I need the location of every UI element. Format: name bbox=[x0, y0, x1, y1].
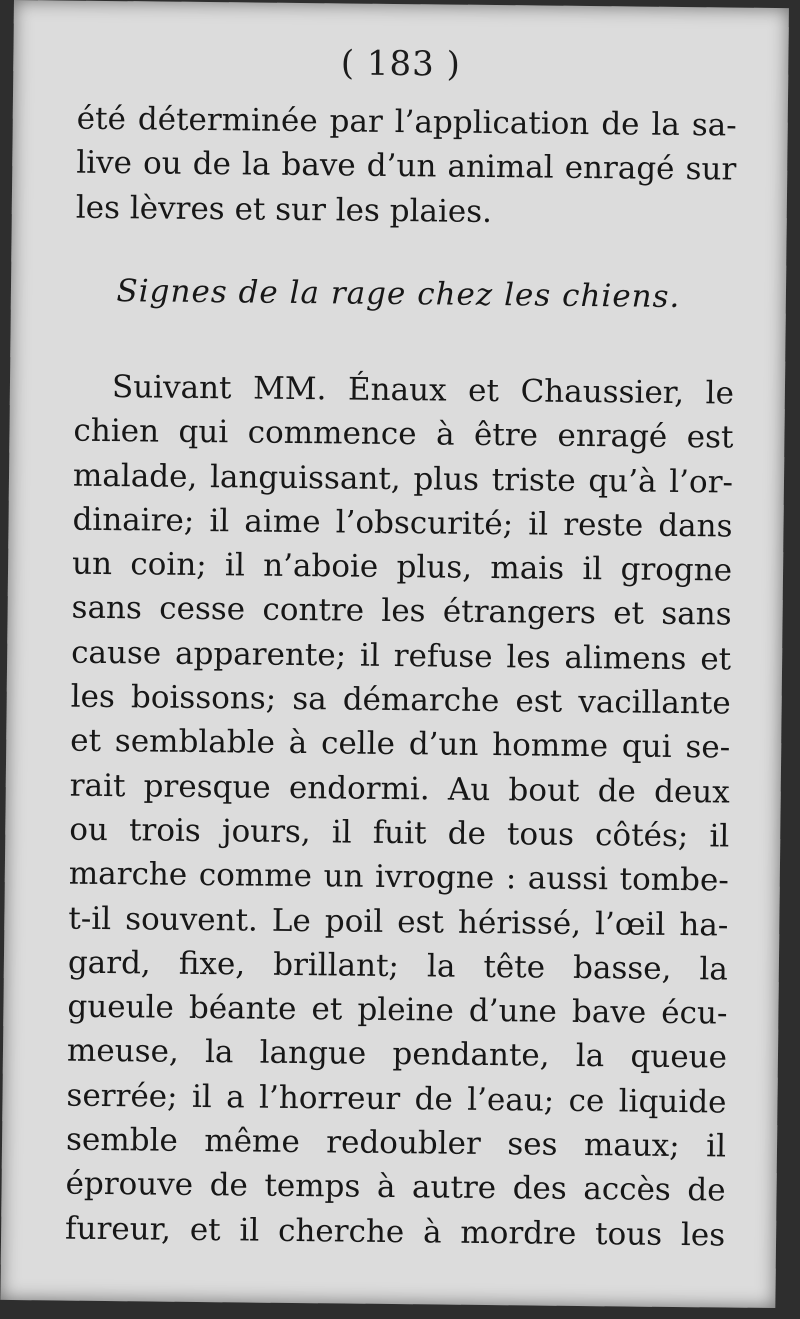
text-line: malade, languissant, plus triste qu’à l’or- bbox=[72, 457, 734, 501]
section-heading: Signes de la rage chez les chiens. bbox=[116, 273, 681, 315]
text-line: serrée; il a l’horreur de l’eau; ce liquide bbox=[66, 1077, 727, 1121]
text-line: Suivant MM. Énaux et Chaussier, le bbox=[111, 369, 735, 412]
text-line: éprouve de temps à autre des accès de bbox=[65, 1165, 726, 1209]
text-line: gard, fixe, brillant; la tête basse, la bbox=[67, 944, 729, 988]
text-line: t-il souvent. Le poil est hérissé, l’œil ha- bbox=[68, 900, 729, 944]
text-line: cause apparente; il refuse les alimens et bbox=[70, 634, 732, 678]
text-line: rait presque endormi. Au bout de deux bbox=[69, 767, 730, 811]
text-line: gueule béante et pleine d’une bave écu- bbox=[67, 988, 728, 1032]
text-line: fureur, et il cherche à mordre tous les bbox=[64, 1210, 726, 1254]
text-line: ou trois jours, il fuit de tous côtés; il bbox=[69, 811, 730, 855]
text-line: dinaire; il aime l’obscurité; il reste dans bbox=[72, 501, 733, 545]
text-line: semble même redoubler ses maux; il bbox=[65, 1121, 727, 1165]
text-line: et semblable à celle d’un homme qui se- bbox=[70, 723, 731, 766]
text-line: sans cesse contre les étrangers et sans bbox=[71, 590, 732, 634]
continuation-text bbox=[76, 97, 737, 237]
page-number: ( 183 ) bbox=[340, 43, 462, 85]
text-line: marche comme un ivrogne : aussi tombe- bbox=[68, 855, 730, 899]
text-line: meuse, la langue pendante, la queue bbox=[66, 1033, 728, 1076]
text-line: les boissons; sa démarche est vacillante bbox=[70, 678, 731, 722]
text-line: été déterminée par l’application de la sa- bbox=[76, 100, 737, 144]
main-paragraph bbox=[65, 365, 734, 1258]
text-line: les lèvres et sur les plaies. bbox=[75, 189, 493, 230]
text-line: live ou de la bave d’un animal enragé sur bbox=[76, 144, 737, 188]
text-line: chien qui commence à être enragé est bbox=[73, 412, 734, 456]
text-line: un coin; il n’aboie plus, mais il grogne bbox=[71, 545, 733, 589]
